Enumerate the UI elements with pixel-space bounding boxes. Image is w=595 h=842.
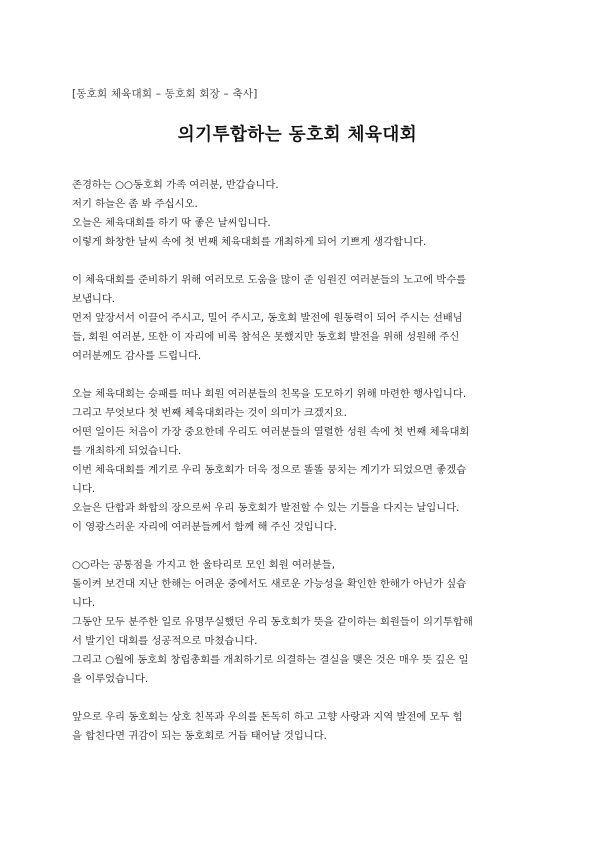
speech-body: [72, 176, 524, 746]
paragraph-line: 그동안 모두 분주한 일로 유명무실했던 우리 동호회가 뜻을 같이하는 회원들이 의기투합해: [72, 616, 473, 628]
paragraph-line: 오늘은 체육대회를 하기 딱 좋은 날씨입니다.: [72, 217, 271, 229]
paragraph-line: 그리고 무엇보다 첫 번째 체육대회라는 것이 의미가 크겠지요.: [72, 407, 347, 419]
paragraph-line: 여러분께도 감사를 드립니다.: [72, 350, 202, 362]
paragraph-line: 서 발기인 대회를 성공적으로 마쳤습니다.: [72, 635, 258, 647]
paragraph-line: 이렇게 화창한 날씨 속에 첫 번째 체육대회를 개최하게 되어 기쁘게 생각합니다.: [72, 236, 427, 248]
paragraph-line: 니다.: [72, 483, 96, 495]
paragraph-line: 니다.: [72, 597, 96, 609]
paragraph-line: 존경하는 ○○동호회 가족 여러분, 반갑습니다.: [72, 179, 279, 191]
paragraph-line: 이 체육대회를 준비하기 위해 여러모로 도움을 많이 준 임원진 여러분들의 노고에 박수를: [72, 274, 467, 286]
paragraph-line: ○○라는 공통점을 가지고 한 울타리로 모인 회원 여러분들,: [72, 559, 335, 571]
paragraph-spacer: [72, 252, 524, 271]
paragraph-line: 앞으로 우리 동호회는 상호 친목과 우의를 돈독히 하고 고향 사랑과 지역 발전에 모두 힘: [72, 711, 463, 723]
paragraph-line: 오늘은 단합과 화합의 장으로써 우리 동호회가 발전할 수 있는 기틀을 다지는 날입니다.: [72, 502, 460, 514]
paragraph-line: 을 합친다면 귀감이 되는 동호회로 거듭 태어날 것입니다.: [72, 730, 327, 742]
paragraph-line: 돌이켜 보건대 지난 한해는 어려운 중에서도 새로운 가능성을 확인한 한해가 아닌가 싶습: [72, 578, 467, 590]
speech-paragraph: [72, 176, 524, 252]
paragraph-spacer: [72, 537, 524, 556]
speech-paragraph: [72, 385, 524, 537]
speech-paragraph: [72, 271, 524, 366]
paragraph-line: 어떤 일이든 처음이 가장 중요한데 우리도 여러분들의 열렬한 성원 속에 첫 번째 체육대회: [72, 426, 470, 438]
paragraph-line: 들, 회원 여러분, 또한 이 자리에 비록 참석은 못했지만 동호회 발전을 위해 성원해 주신: [72, 331, 460, 343]
paragraph-line: 이 영광스러운 자리에 여러분들께서 함께 해 주신 것입니다.: [72, 521, 337, 533]
paragraph-line: 이번 체육대회를 계기로 우리 동호회가 더욱 정으로 똘똘 뭉치는 계기가 되었으면 좋겠습: [72, 464, 467, 476]
paragraph-spacer: [72, 366, 524, 385]
paragraph-line: 오늘 체육대회는 승패를 떠나 회원 여러분들의 친목을 도모하기 위해 마련한 행사입니다.: [72, 388, 467, 400]
paragraph-line: 저기 하늘은 좀 봐 주십시오.: [72, 198, 198, 210]
speech-paragraph: [72, 708, 524, 746]
document-category-tag: [동호회 체육대회 – 동호회 회장 – 축사]: [72, 88, 258, 100]
paragraph-line: 먼저 앞장서서 이끌어 주시고, 밀어 주시고, 동호회 발전에 원동력이 되어 주시는 선배님: [72, 312, 463, 324]
speech-paragraph: [72, 556, 524, 689]
paragraph-line: 를 개최하게 되었습니다.: [72, 445, 182, 457]
paragraph-spacer: [72, 689, 524, 708]
paragraph-line: 보냅니다.: [72, 293, 116, 305]
document-title: 의기투합하는 동호회 체육대회: [177, 125, 418, 145]
paragraph-line: 그리고 ○월에 동호회 창립총회를 개최하기로 의결하는 결실을 맺은 것은 매우 뜻 깊은 일: [72, 654, 469, 666]
paragraph-line: 을 이루었습니다.: [72, 673, 149, 685]
